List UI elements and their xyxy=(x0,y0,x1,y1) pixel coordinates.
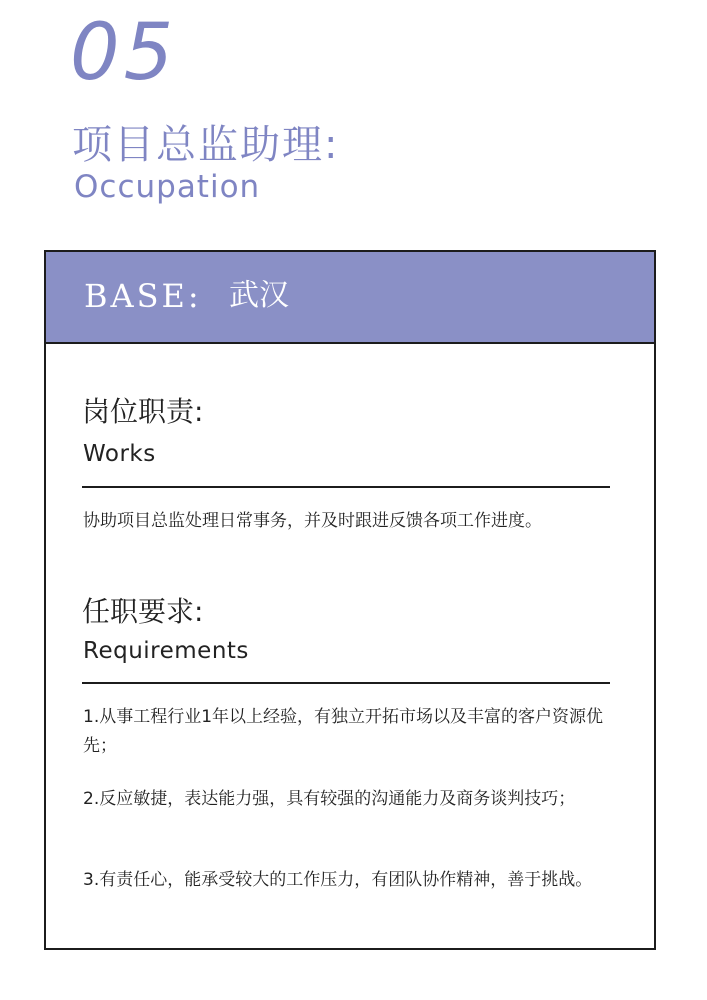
requirement-item-2: 2.反应敏捷，表达能力强，具有较强的沟通能力及商务谈判技巧； xyxy=(83,789,576,809)
requirements-subtitle: Requirements xyxy=(83,638,249,664)
works-subtitle: Works xyxy=(83,441,156,467)
base-label: BASE: xyxy=(84,277,202,315)
section-number: 05 xyxy=(70,8,178,98)
requirement-item-3: 3.有责任心，能承受较大的工作压力，有团队协作精神，善于挑战。 xyxy=(83,870,593,890)
works-divider xyxy=(82,486,610,488)
base-bar xyxy=(46,252,654,344)
job-title: 项目总监助理: xyxy=(72,122,340,168)
requirements-title: 任职要求: xyxy=(82,595,204,628)
requirement-item-1: 1.从事工程行业1年以上经验，有独立开拓市场以及丰富的客户资源优先； xyxy=(83,707,604,756)
works-text: 协助项目总监处理日常事务，并及时跟进反馈各项工作进度。 xyxy=(83,511,542,531)
requirements-divider xyxy=(82,682,610,684)
works-title: 岗位职责: xyxy=(82,395,204,428)
base-location: 武汉 xyxy=(229,278,289,313)
job-card xyxy=(44,250,656,950)
job-title-english: Occupation xyxy=(74,169,261,205)
